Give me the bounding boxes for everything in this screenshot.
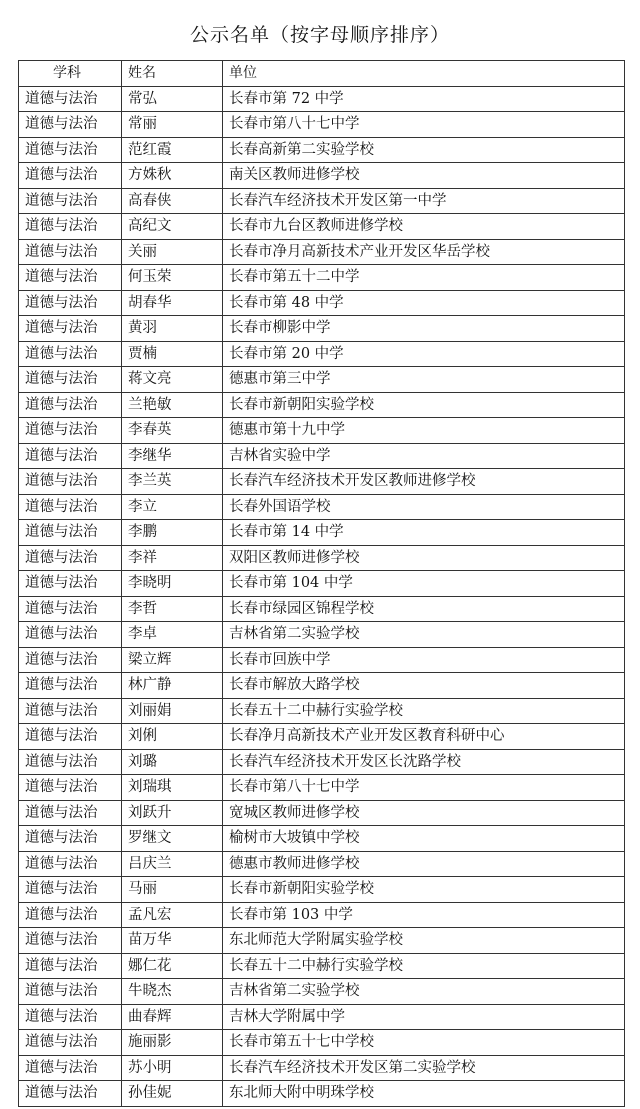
cell-name: 马丽: [122, 877, 223, 903]
table-row: [19, 265, 625, 291]
cell-subject: 道德与法治: [19, 724, 122, 750]
cell-name: 方姝秋: [122, 163, 223, 189]
cell-name: 常丽: [122, 112, 223, 138]
table-row: [19, 1004, 625, 1030]
cell-name: 高纪文: [122, 214, 223, 240]
cell-name: 李卓: [122, 622, 223, 648]
table-row: [19, 877, 625, 903]
table-row: [19, 188, 625, 214]
table-row: [19, 979, 625, 1005]
cell-name: 刘瑞琪: [122, 775, 223, 801]
table-row: [19, 418, 625, 444]
cell-subject: 道德与法治: [19, 1030, 122, 1056]
cell-unit: 吉林省实验中学: [223, 443, 625, 469]
cell-subject: 道德与法治: [19, 775, 122, 801]
cell-subject: 道德与法治: [19, 647, 122, 673]
table-row: [19, 749, 625, 775]
table-row: [19, 647, 625, 673]
cell-subject: 道德与法治: [19, 112, 122, 138]
cell-unit: 长春市回族中学: [223, 647, 625, 673]
cell-name: 何玉荣: [122, 265, 223, 291]
table-row: [19, 520, 625, 546]
table-row: [19, 902, 625, 928]
cell-name: 李兰英: [122, 469, 223, 495]
cell-unit: 吉林大学附属中学: [223, 1004, 625, 1030]
cell-unit: 长春市解放大路学校: [223, 673, 625, 699]
cell-subject: 道德与法治: [19, 953, 122, 979]
cell-subject: 道德与法治: [19, 979, 122, 1005]
cell-name: 罗继文: [122, 826, 223, 852]
cell-unit: 双阳区教师进修学校: [223, 545, 625, 571]
table-row: [19, 545, 625, 571]
cell-subject: 道德与法治: [19, 596, 122, 622]
cell-subject: 道德与法治: [19, 188, 122, 214]
cell-subject: 道德与法治: [19, 86, 122, 112]
table-row: [19, 163, 625, 189]
cell-unit: 长春汽车经济技术开发区长沈路学校: [223, 749, 625, 775]
cell-subject: 道德与法治: [19, 928, 122, 954]
cell-name: 胡春华: [122, 290, 223, 316]
cell-unit: 长春高新第二实验学校: [223, 137, 625, 163]
cell-name: 娜仁花: [122, 953, 223, 979]
cell-name: 牛晓杰: [122, 979, 223, 1005]
cell-subject: 道德与法治: [19, 749, 122, 775]
cell-unit: 长春市第 104 中学: [223, 571, 625, 597]
cell-name: 刘璐: [122, 749, 223, 775]
cell-subject: 道德与法治: [19, 545, 122, 571]
cell-subject: 道德与法治: [19, 877, 122, 903]
table-row: [19, 1030, 625, 1056]
cell-subject: 道德与法治: [19, 673, 122, 699]
table-row: [19, 826, 625, 852]
cell-subject: 道德与法治: [19, 418, 122, 444]
cell-name: 兰艳敏: [122, 392, 223, 418]
cell-name: 曲春辉: [122, 1004, 223, 1030]
cell-name: 黄羽: [122, 316, 223, 342]
cell-subject: 道德与法治: [19, 265, 122, 291]
cell-subject: 道德与法治: [19, 826, 122, 852]
cell-subject: 道德与法治: [19, 1081, 122, 1107]
table-row: [19, 392, 625, 418]
cell-unit: 东北师范大学附属实验学校: [223, 928, 625, 954]
cell-unit: 德惠市第三中学: [223, 367, 625, 393]
cell-subject: 道德与法治: [19, 520, 122, 546]
cell-unit: 南关区教师进修学校: [223, 163, 625, 189]
cell-subject: 道德与法治: [19, 163, 122, 189]
table-row: [19, 1055, 625, 1081]
column-header-subject: 学科: [19, 61, 122, 87]
table-row: [19, 724, 625, 750]
table-row: [19, 775, 625, 801]
cell-subject: 道德与法治: [19, 698, 122, 724]
table-row: [19, 596, 625, 622]
cell-name: 刘跃升: [122, 800, 223, 826]
cell-name: 孙佳妮: [122, 1081, 223, 1107]
cell-unit: 长春市新朝阳实验学校: [223, 877, 625, 903]
cell-name: 吕庆兰: [122, 851, 223, 877]
cell-unit: 吉林省第二实验学校: [223, 979, 625, 1005]
cell-subject: 道德与法治: [19, 494, 122, 520]
cell-unit: 长春汽车经济技术开发区第二实验学校: [223, 1055, 625, 1081]
table-row: [19, 214, 625, 240]
cell-unit: 长春五十二中赫行实验学校: [223, 698, 625, 724]
cell-name: 李春英: [122, 418, 223, 444]
cell-unit: 长春市第 14 中学: [223, 520, 625, 546]
cell-unit: 长春外国语学校: [223, 494, 625, 520]
cell-subject: 道德与法治: [19, 469, 122, 495]
cell-subject: 道德与法治: [19, 571, 122, 597]
table-row: [19, 851, 625, 877]
cell-unit: 长春市第 20 中学: [223, 341, 625, 367]
cell-subject: 道德与法治: [19, 214, 122, 240]
cell-subject: 道德与法治: [19, 622, 122, 648]
cell-name: 施丽影: [122, 1030, 223, 1056]
cell-unit: 长春市第五十二中学: [223, 265, 625, 291]
cell-unit: 长春市新朝阳实验学校: [223, 392, 625, 418]
table-row: [19, 112, 625, 138]
cell-unit: 宽城区教师进修学校: [223, 800, 625, 826]
table-row: [19, 290, 625, 316]
cell-unit: 长春市第 48 中学: [223, 290, 625, 316]
table-row: [19, 443, 625, 469]
table-row: [19, 571, 625, 597]
table-row: [19, 469, 625, 495]
cell-subject: 道德与法治: [19, 392, 122, 418]
cell-name: 贾楠: [122, 341, 223, 367]
cell-name: 高春侠: [122, 188, 223, 214]
table-row: [19, 316, 625, 342]
cell-subject: 道德与法治: [19, 239, 122, 265]
cell-subject: 道德与法治: [19, 137, 122, 163]
cell-name: 李祥: [122, 545, 223, 571]
cell-unit: 长春汽车经济技术开发区教师进修学校: [223, 469, 625, 495]
cell-name: 梁立辉: [122, 647, 223, 673]
table-row: [19, 673, 625, 699]
cell-name: 李鹏: [122, 520, 223, 546]
cell-unit: 长春五十二中赫行实验学校: [223, 953, 625, 979]
cell-subject: 道德与法治: [19, 290, 122, 316]
column-header-unit: 单位: [223, 61, 625, 87]
cell-unit: 德惠市教师进修学校: [223, 851, 625, 877]
cell-name: 林广静: [122, 673, 223, 699]
cell-name: 孟凡宏: [122, 902, 223, 928]
cell-unit: 吉林省第二实验学校: [223, 622, 625, 648]
table-row: [19, 367, 625, 393]
table-row: [19, 137, 625, 163]
cell-unit: 长春市第八十七中学: [223, 775, 625, 801]
cell-unit: 长春市柳影中学: [223, 316, 625, 342]
cell-name: 李立: [122, 494, 223, 520]
table-row: [19, 341, 625, 367]
cell-subject: 道德与法治: [19, 902, 122, 928]
cell-name: 刘俐: [122, 724, 223, 750]
table-body: [19, 86, 625, 1106]
cell-subject: 道德与法治: [19, 1004, 122, 1030]
document-title: 公示名单（按字母顺序排序）: [189, 24, 450, 46]
cell-unit: 长春汽车经济技术开发区第一中学: [223, 188, 625, 214]
column-header-name: 姓名: [122, 61, 223, 87]
table-row: [19, 698, 625, 724]
cell-name: 李哲: [122, 596, 223, 622]
table-row: [19, 239, 625, 265]
cell-unit: 榆树市大坡镇中学校: [223, 826, 625, 852]
cell-subject: 道德与法治: [19, 443, 122, 469]
cell-unit: 东北师大附中明珠学校: [223, 1081, 625, 1107]
table-row: [19, 1081, 625, 1107]
cell-name: 常弘: [122, 86, 223, 112]
cell-unit: 长春市九台区教师进修学校: [223, 214, 625, 240]
cell-name: 李继华: [122, 443, 223, 469]
cell-unit: 长春市第五十七中学校: [223, 1030, 625, 1056]
table-row: [19, 86, 625, 112]
table-row: [19, 622, 625, 648]
cell-name: 李晓明: [122, 571, 223, 597]
cell-subject: 道德与法治: [19, 341, 122, 367]
cell-unit: 长春市净月高新技术产业开发区华岳学校: [223, 239, 625, 265]
table-row: [19, 800, 625, 826]
table-header-row: [19, 61, 625, 87]
cell-name: 刘丽娟: [122, 698, 223, 724]
cell-name: 范红霞: [122, 137, 223, 163]
cell-unit: 长春市第 72 中学: [223, 86, 625, 112]
cell-unit: 德惠市第十九中学: [223, 418, 625, 444]
cell-subject: 道德与法治: [19, 851, 122, 877]
cell-name: 苗万华: [122, 928, 223, 954]
cell-name: 苏小明: [122, 1055, 223, 1081]
cell-name: 蒋文亮: [122, 367, 223, 393]
table-row: [19, 494, 625, 520]
cell-subject: 道德与法治: [19, 800, 122, 826]
cell-unit: 长春市绿园区锦程学校: [223, 596, 625, 622]
cell-subject: 道德与法治: [19, 367, 122, 393]
cell-unit: 长春市第 103 中学: [223, 902, 625, 928]
cell-subject: 道德与法治: [19, 1055, 122, 1081]
table-row: [19, 953, 625, 979]
cell-unit: 长春净月高新技术产业开发区教育科研中心: [223, 724, 625, 750]
cell-name: 关丽: [122, 239, 223, 265]
roster-table: [18, 60, 625, 1107]
cell-subject: 道德与法治: [19, 316, 122, 342]
table-row: [19, 928, 625, 954]
cell-unit: 长春市第八十七中学: [223, 112, 625, 138]
